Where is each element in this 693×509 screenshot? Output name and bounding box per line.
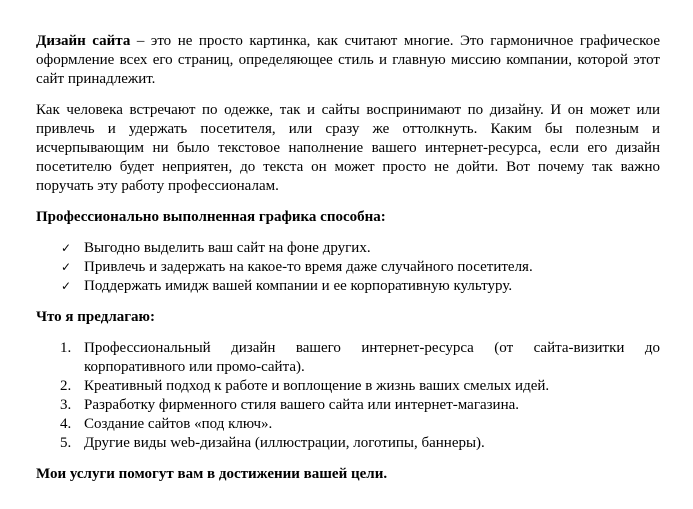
offer-heading: Что я предлагаю:	[36, 309, 156, 325]
list-number: 5.	[60, 435, 72, 451]
offer-list	[36, 339, 660, 453]
list-item	[36, 277, 660, 296]
list-item	[36, 377, 660, 396]
list-item	[36, 239, 660, 258]
list-number: 2.	[60, 378, 72, 394]
list-item-text: Креативный подход к работе и воплощение в жизнь ваших смелых идей.	[84, 378, 550, 394]
intro-text: – это не просто картинка, как считают многие. Это гармоничное графическое оформление всех его страниц, определяющее стиль и главную миссию компании, которой этот сайт принадлежит.	[36, 33, 660, 87]
closing-statement: Мои услуги помогут вам в достижении вашей цели.	[36, 466, 388, 482]
list-item	[36, 258, 660, 277]
list-number: 3.	[60, 397, 72, 413]
list-item-text: Привлечь и задержать на какое-то время даже случайного посетителя.	[84, 259, 533, 275]
list-item	[36, 339, 660, 377]
list-item	[36, 434, 660, 453]
check-mark-icon: ✓	[61, 241, 72, 255]
list-item	[36, 396, 660, 415]
check-mark-icon: ✓	[61, 260, 72, 274]
list-item-text: Профессиональный дизайн вашего интернет-ресурса (от сайта-визитки до корпоративного или промо-сайта).	[84, 340, 660, 375]
list-item-text: Поддержать имидж вашей компании и ее корпоративную культуру.	[84, 278, 513, 294]
list-number: 1.	[60, 340, 72, 356]
list-number: 4.	[60, 416, 72, 432]
capabilities-heading: Профессионально выполненная графика способна:	[36, 209, 386, 225]
check-mark-icon: ✓	[61, 279, 72, 293]
list-item-text: Создание сайтов «под ключ».	[84, 416, 273, 432]
document-page	[36, 32, 660, 496]
paragraph-2: Как человека встречают по одежке, так и сайты воспринимают по дизайну. И он может или привлечь и удержать посетителя, или сразу же оттолкнуть. Каким бы полезным и исчерпывающим ни было текстовое наполнение вашего интернет-ресурса, если его дизайн посетителю будет неприятен, до текста он может просто не дойти. Вот почему так важно поручать эту работу профессионалам.	[36, 102, 660, 194]
intro-lead-bold: Дизайн сайта	[36, 33, 131, 49]
list-item-text: Другие виды web-дизайна (иллюстрации, логотипы, баннеры).	[84, 435, 485, 451]
intro-paragraph	[36, 32, 660, 89]
list-item	[36, 415, 660, 434]
list-item-text: Выгодно выделить ваш сайт на фоне других.	[84, 240, 371, 256]
list-item-text: Разработку фирменного стиля вашего сайта или интернет-магазина.	[84, 397, 520, 413]
capabilities-list	[36, 239, 660, 296]
